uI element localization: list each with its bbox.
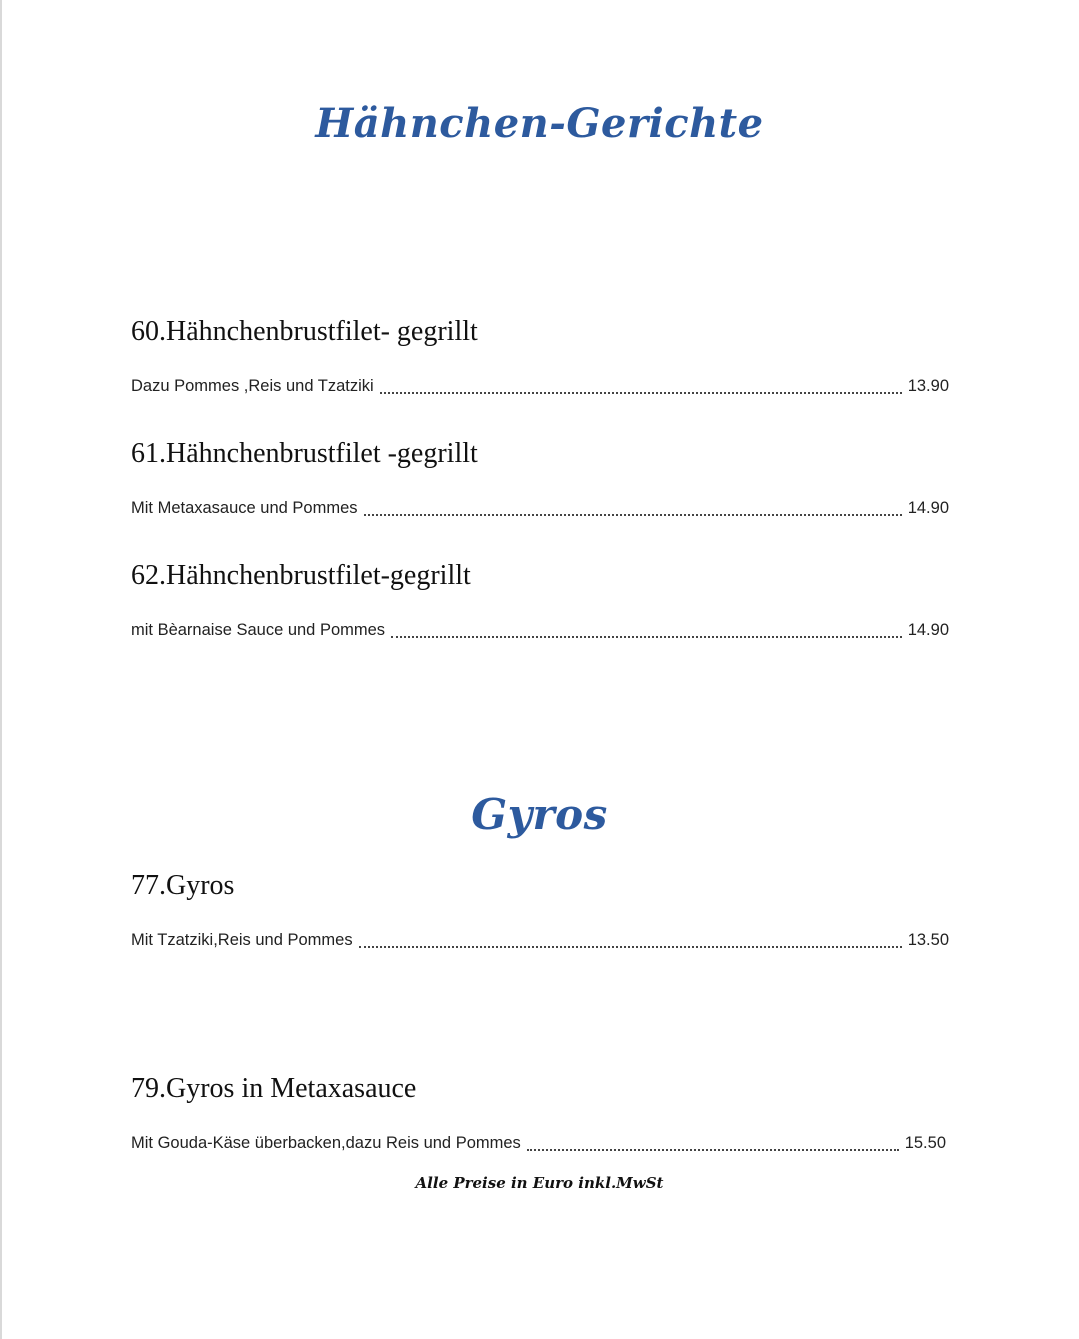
dish-name-77: 77.Gyros <box>131 870 235 901</box>
dish-row-79 <box>131 1134 946 1156</box>
dish-name-79: 79.Gyros in Metaxasauce <box>131 1073 417 1104</box>
dotted-leader <box>391 636 902 638</box>
page-edge <box>0 0 2 1339</box>
dotted-leader <box>527 1149 899 1151</box>
dotted-leader <box>364 514 902 516</box>
dish-description: Mit Tzatziki,Reis und Pommes <box>131 931 353 949</box>
dish-name-61: 61.Hähnchenbrustfilet -gegrillt <box>131 438 478 469</box>
price-footnote: Alle Preise in Euro inkl.MwSt <box>415 1174 664 1192</box>
dish-name-62: 62.Hähnchenbrustfilet-gegrillt <box>131 560 471 591</box>
section-title-chicken: Hähnchen-Gerichte <box>315 100 764 147</box>
dish-price: 13.50 <box>907 931 949 949</box>
dish-description: Dazu Pommes ,Reis und Tzatziki <box>131 377 374 395</box>
dish-description: mit Bèarnaise Sauce und Pommes <box>131 621 386 639</box>
dish-name-60: 60.Hähnchenbrustfilet- gegrillt <box>131 316 478 347</box>
section-title-gyros: Gyros <box>471 790 608 839</box>
dish-row-60 <box>131 377 949 399</box>
dish-row-61 <box>131 499 949 521</box>
dish-description: Mit Metaxasauce und Pommes <box>131 499 358 517</box>
dotted-leader <box>380 392 902 394</box>
dotted-leader <box>359 946 902 948</box>
dish-price: 15.50 <box>904 1134 946 1152</box>
dish-description: Mit Gouda-Käse überbacken,dazu Reis und Pommes <box>131 1134 521 1152</box>
dish-row-77 <box>131 931 949 953</box>
dish-price: 13.90 <box>907 377 949 395</box>
dish-price: 14.90 <box>907 499 949 517</box>
dish-row-62 <box>131 621 949 643</box>
dish-price: 14.90 <box>907 621 949 639</box>
